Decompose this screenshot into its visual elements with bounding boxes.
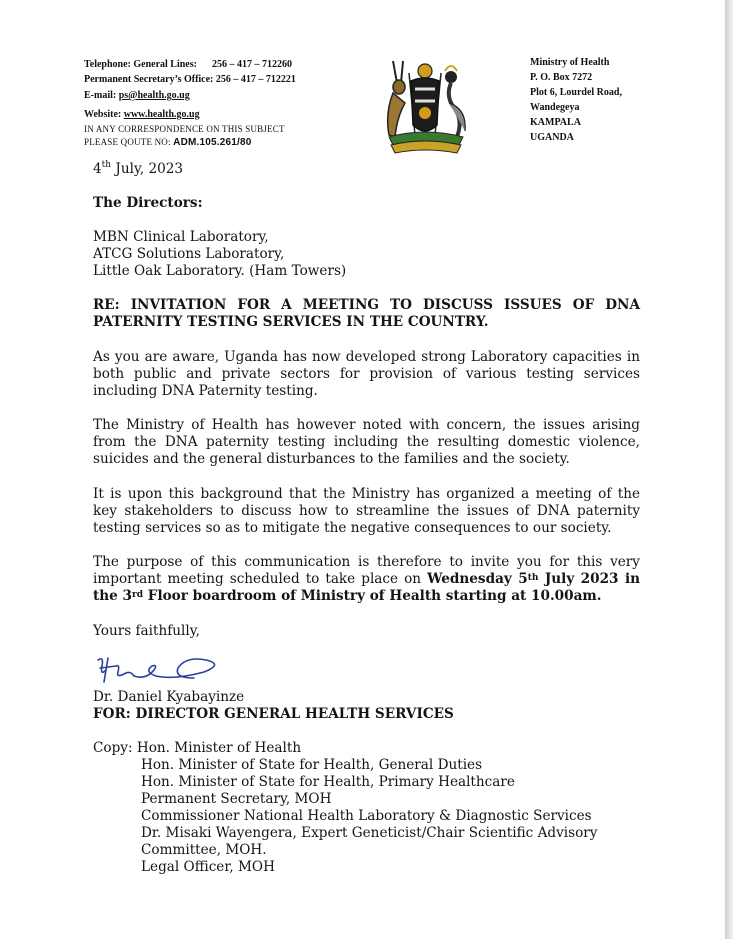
reference-number: ADM.105.261/80 [173, 137, 252, 148]
copy-recipient: Legal Officer, MOH [141, 859, 275, 875]
city-address: KAMPALA [530, 117, 581, 128]
reference-line: PLEASE QOUTE NO: ADM.105.261/80 [84, 137, 252, 148]
copy-recipient: Permanent Secretary, MOH [141, 791, 332, 807]
country-address: UGANDA [530, 132, 574, 143]
copy-recipient: Hon. Minister of State for Health, General Duties [141, 757, 483, 773]
letter-date: 4th July, 2023 [93, 160, 184, 177]
coat-of-arms-emblem [375, 53, 475, 157]
plot-address: Plot 6, Lourdel Road, [530, 87, 622, 98]
salutation-heading: The Directors: [93, 195, 203, 211]
signatory-title: FOR: DIRECTOR GENERAL HEALTH SERVICES [93, 706, 454, 722]
subject-line: RE: INVITATION FOR A MEETING TO DISCUSS ISSUES OF DNA PATERNITY TESTING SERVICES IN THE COUNTRY. [93, 297, 640, 330]
copy-recipient: Committee, MOH. [141, 842, 267, 858]
copy-label: Copy: Hon. Minister of Health [93, 740, 302, 756]
handwritten-signature [94, 654, 224, 688]
correspondence-note: IN ANY CORRESPONDENCE ON THIS SUBJECT [84, 124, 285, 134]
po-box: P. O. Box 7272 [530, 72, 593, 83]
recipient-3: Little Oak Laboratory. (Ham Towers) [93, 263, 347, 279]
signatory-name: Dr. Daniel Kyabayinze [93, 689, 245, 705]
copy-recipient: Dr. Misaki Wayengera, Expert Geneticist/Chair Scientific Advisory [141, 825, 598, 841]
recipient-1: MBN Clinical Laboratory, [93, 229, 269, 245]
paragraph-4: The purpose of this communication is therefore to invite you for this very important meeting scheduled to take place on Wednesday 5th July 2023 in the 3rd Floor boardroom of Ministry of Health starting at 10.00am. [93, 554, 640, 604]
area-address: Wandegeya [530, 102, 580, 113]
recipient-2: ATCG Solutions Laboratory, [93, 246, 285, 262]
copy-recipient: Hon. Minister of State for Health, Primary Healthcare [141, 774, 515, 790]
paragraph-1: As you are aware, Uganda has now developed strong Laboratory capacities in both public and private sectors for provision of various testing services including DNA Paternity testing. [93, 349, 640, 399]
ps-office-line: Permanent Secretary’s Office: 256 – 417 – 712221 [84, 74, 296, 85]
page-edge [725, 0, 733, 939]
email-link[interactable]: ps@health.go.ug [118, 90, 190, 101]
website-line: Website: www.health.go.ug [84, 109, 200, 120]
copy-recipient: Commissioner National Health Laboratory & Diagnostic Services [141, 808, 592, 824]
ministry-name: Ministry of Health [530, 57, 610, 68]
closing: Yours faithfully, [93, 623, 200, 639]
telephone-line: Telephone: General Lines: 256 – 417 – 712260 [84, 59, 292, 70]
paragraph-2: The Ministry of Health has however noted with concern, the issues arising from the DNA paternity testing including the resulting domestic violence, suicides and the general disturbances to the families and the society. [93, 417, 640, 467]
paragraph-3: It is upon this background that the Ministry has organized a meeting of the key stakeholders to discuss how to streamline the issues of DNA paternity testing services so as to mitigate the negative consequences to our society. [93, 486, 640, 536]
website-link[interactable]: www.health.go.ug [123, 109, 200, 120]
email-line: E-mail: ps@health.go.ug [84, 90, 190, 101]
